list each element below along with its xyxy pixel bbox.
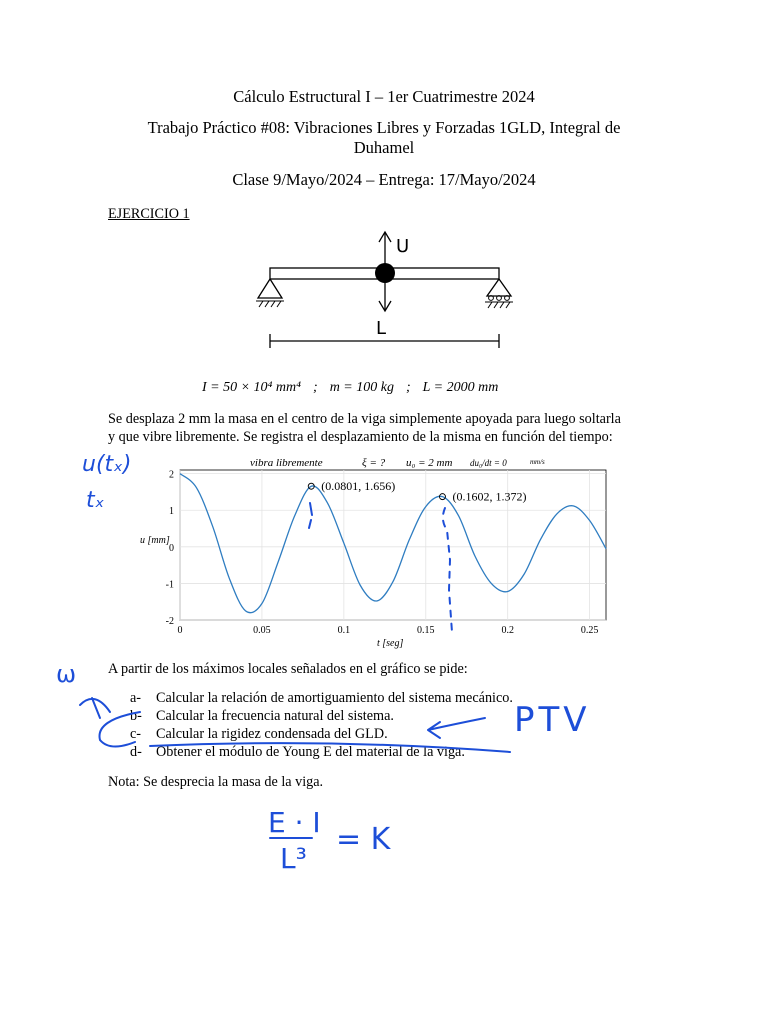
chart-title-b: ξ = ? — [362, 457, 386, 469]
y-tick-label: -1 — [165, 579, 174, 591]
span-label: L — [376, 318, 387, 339]
beam-diagram — [250, 228, 520, 358]
peak-label: (0.0801, 1.656) — [321, 479, 396, 494]
y-axis-label: u [mm] — [140, 535, 170, 546]
pin-support-left — [256, 279, 284, 307]
displacement-chart — [130, 452, 620, 652]
question-marker: c- — [130, 726, 142, 742]
x-tick-label: 0.15 — [417, 625, 435, 636]
y-tick-label: -2 — [165, 616, 174, 627]
header-line-2b: Duhamel — [353, 138, 415, 157]
chart-title-d: du₀/dt = 0 — [470, 458, 507, 468]
question-marker: b- — [130, 708, 142, 724]
statement-line-1: Se desplaza 2 mm la masa en el centro de la viga simplemente apoyada para luego soltarla — [108, 411, 621, 427]
question-text: Obtener el módulo de Young E del material de la viga. — [156, 744, 465, 760]
question-marker: d- — [130, 744, 142, 760]
x-tick-label: 0.2 — [501, 625, 514, 636]
dof-label: U — [396, 236, 410, 257]
exercise-heading: EJERCICIO 1 — [108, 206, 190, 222]
ink-mark-a — [80, 698, 110, 718]
header-line-2: Trabajo Práctico #08: Vibraciones Libres y Forzadas 1GLD, Integral de — [147, 118, 621, 137]
y-tick-label: 2 — [169, 469, 174, 481]
question-marker: a- — [130, 690, 142, 706]
x-axis-label: t [seg] — [377, 638, 404, 649]
ink-u-tx: u(tₓ) — [82, 452, 132, 477]
chart-title-d-unit: mm/s — [530, 458, 545, 466]
param-sep-2: ; — [405, 380, 411, 395]
ink-ptv: PTV — [514, 700, 591, 740]
ink-formula-rhs: = K — [336, 822, 391, 857]
x-tick-label: 0.05 — [253, 625, 271, 636]
header-line-3: Clase 9/Mayo/2024 – Entrega: 17/Mayo/2024 — [232, 170, 536, 189]
ink-t-x: tₓ — [86, 488, 105, 513]
header-line-1: Cálculo Estructural I – 1er Cuatrimestre 2024 — [233, 87, 535, 106]
ink-formula-denominator: L³ — [280, 842, 307, 875]
y-tick-label: 0 — [169, 542, 174, 554]
x-tick-label: 0 — [177, 625, 183, 636]
param-sep-1: ; — [313, 380, 318, 395]
question-text: Calcular la rigidez condensada del GLD. — [156, 726, 388, 742]
param-inertia: I = 50 × 10⁴ mm⁴ — [202, 380, 302, 395]
roller-support-right — [485, 279, 513, 308]
note: Nota: Se desprecia la masa de la viga. — [108, 774, 324, 790]
parameters-line — [202, 380, 582, 396]
x-tick-label: 0.1 — [337, 625, 351, 636]
questions-intro: A partir de los máximos locales señalados en el gráfico se pide: — [108, 661, 468, 677]
param-length: L = 2000 mm — [422, 380, 499, 395]
peak-label: (0.1602, 1.372) — [452, 489, 527, 504]
x-tick-label: 0.25 — [580, 625, 599, 636]
question-text: Calcular la frecuencia natural del sistema. — [156, 708, 394, 724]
question-text: Calcular la relación de amortiguamiento del sistema mecánico. — [156, 690, 513, 706]
ink-omega: ω — [56, 660, 77, 688]
chart-title-c: u₀ = 2 mm — [406, 457, 453, 469]
y-tick-label: 1 — [169, 506, 174, 518]
statement-line-2: y que vibre libremente. Se registra el desplazamiento de la misma en función del tiempo: — [108, 429, 613, 445]
chart-title-a: vibra libremente — [250, 457, 323, 469]
lumped-mass — [375, 263, 395, 283]
question-d — [130, 743, 590, 761]
param-mass: m = 100 kg — [329, 380, 394, 395]
ink-formula-numerator: E · I — [268, 806, 321, 839]
